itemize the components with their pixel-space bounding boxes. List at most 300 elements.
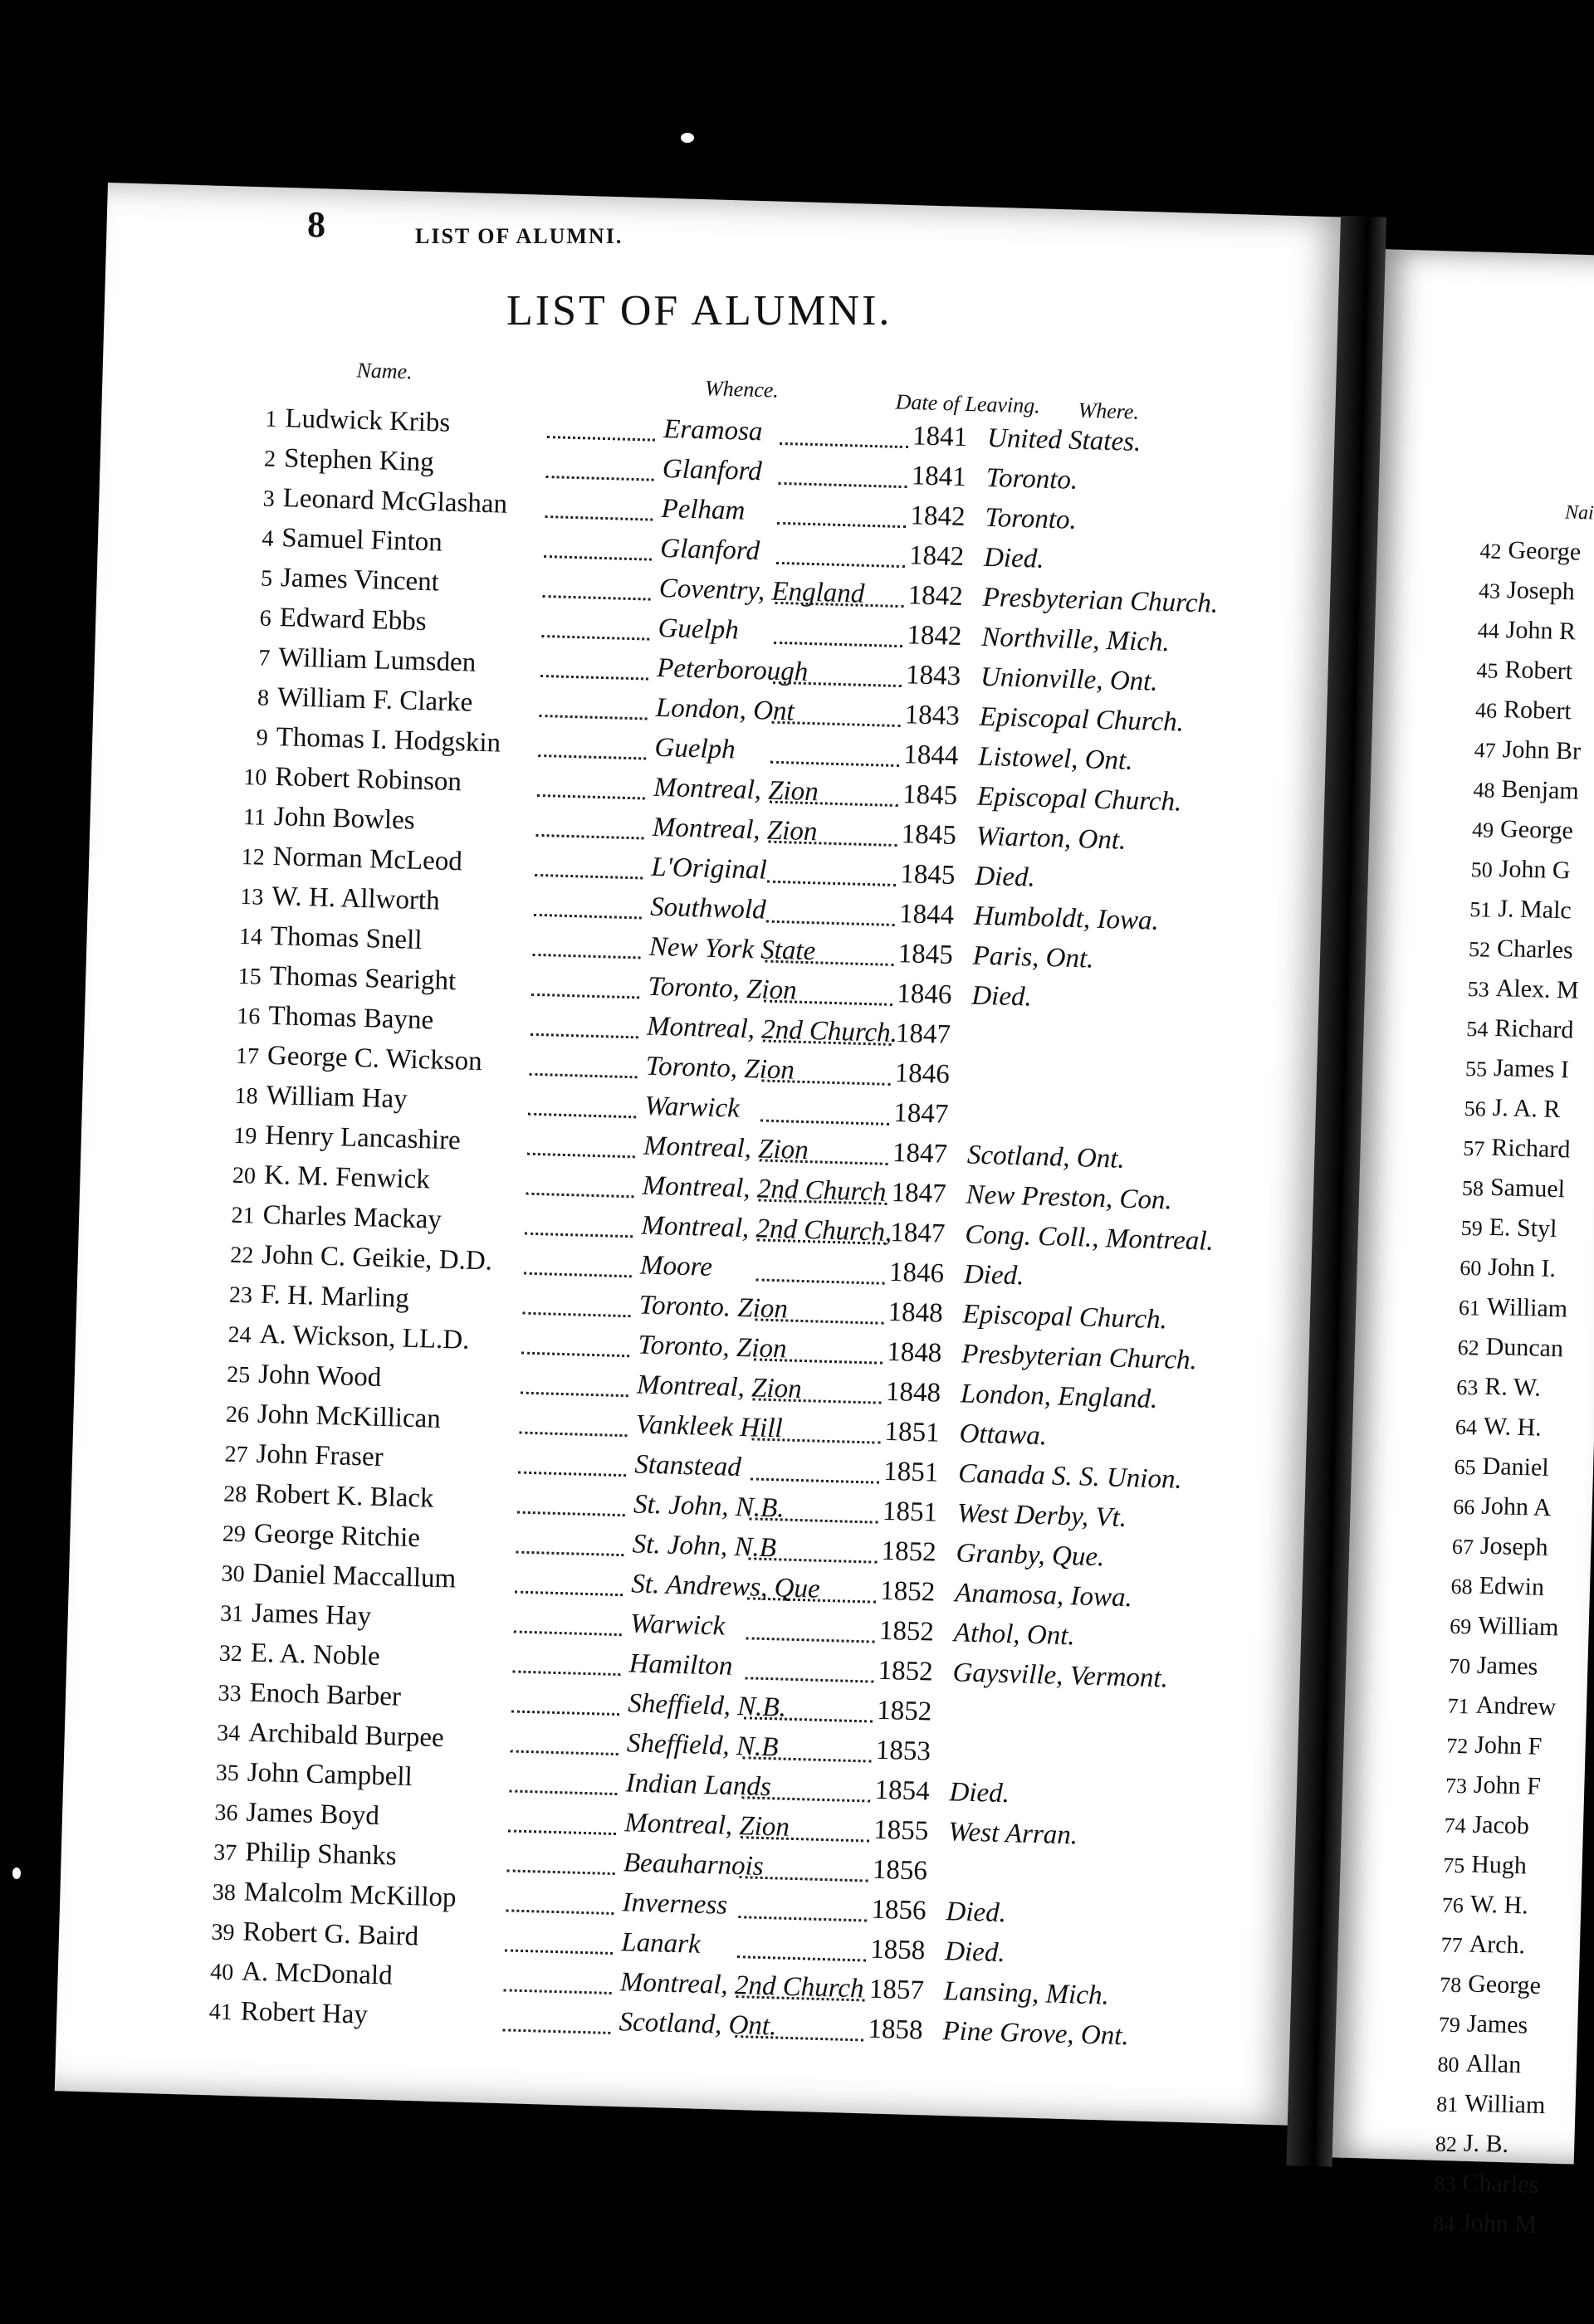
entry-number: 3 <box>262 486 276 512</box>
entry-number: 77 <box>1440 1932 1463 1958</box>
entry-number: 32 <box>218 1640 243 1667</box>
entry-name: John I. <box>1487 1252 1557 1283</box>
entry-name: James Hay <box>251 1598 372 1632</box>
entry-where: West Derby, Vt. <box>956 1498 1127 1534</box>
entry-name: John R <box>1505 616 1577 646</box>
list-item <box>1432 1969 1557 2012</box>
entry-where: New Preston, Con. <box>966 1179 1173 1216</box>
entry-name: Thomas Bayne <box>267 1000 434 1036</box>
entry-year: 1847 <box>895 1018 951 1050</box>
entry-number: 10 <box>242 764 267 791</box>
entry-name: Richard <box>1490 1133 1571 1164</box>
entry-where: Episcopal Church. <box>962 1299 1168 1335</box>
entry-where: Died. <box>944 1936 1006 1969</box>
entry-name: Samuel Finton <box>281 523 443 558</box>
entry-number: 23 <box>228 1282 253 1309</box>
entry-number: 5 <box>260 565 273 592</box>
entry-whence: Toronto, Zion <box>648 971 798 1006</box>
entry-year: 1853 <box>875 1735 931 1767</box>
entry-year: 1858 <box>869 1934 926 1966</box>
list-item <box>1445 1531 1570 1575</box>
entry-name: F. H. Marling <box>260 1279 410 1314</box>
dot-leader <box>537 794 645 800</box>
entry-where: Scotland, Ont. <box>966 1140 1126 1174</box>
entry-where: Cong. Coll., Montreal. <box>964 1219 1215 1257</box>
entry-name: J. B. <box>1463 2129 1509 2158</box>
entry-name: John Br <box>1502 735 1582 765</box>
entry-name: James <box>1466 2009 1528 2039</box>
entry-number: 50 <box>1470 857 1494 882</box>
dot-leader <box>543 595 651 601</box>
entry-name: Daniel Maccallum <box>252 1558 457 1594</box>
list-item <box>1466 774 1592 818</box>
dot-leader <box>502 2029 610 2034</box>
alumni-list <box>203 403 1286 2064</box>
list-item <box>1427 2168 1552 2211</box>
entry-whence: Stanstead <box>633 1449 742 1483</box>
entry-number: 33 <box>218 1680 242 1707</box>
dot-leader <box>540 715 648 720</box>
entry-name: R. W. <box>1484 1372 1542 1402</box>
entry-where: Unionville, Ont. <box>980 662 1159 697</box>
entry-year: 1856 <box>872 1854 928 1887</box>
header-name: Name. <box>356 358 413 384</box>
entry-number: 72 <box>1445 1733 1469 1759</box>
entry-whence: Montreal, Zion <box>643 1130 809 1166</box>
entry-name: Henry Lancashire <box>264 1120 462 1156</box>
dot-leader <box>514 1630 622 1636</box>
entry-whence: Scotland, Ont. <box>619 2007 777 2042</box>
entry-number: 64 <box>1455 1414 1478 1440</box>
list-item <box>1431 2009 1557 2052</box>
entry-where: Died. <box>963 1259 1024 1291</box>
entry-number: 27 <box>224 1441 249 1468</box>
entry-year: 1855 <box>873 1814 929 1847</box>
entry-name: A. McDonald <box>241 1956 394 1991</box>
entry-name: John Wood <box>257 1359 382 1393</box>
list-item <box>1453 1252 1578 1296</box>
entry-whence: Coventry, England <box>658 573 865 609</box>
list-item <box>1461 934 1587 977</box>
entry-number: 45 <box>1476 658 1499 683</box>
entry-number: 52 <box>1468 937 1491 962</box>
entry-number: 80 <box>1437 2052 1460 2077</box>
dot-leader <box>516 1551 623 1557</box>
dot-leader <box>777 522 906 528</box>
dot-leader <box>518 1472 626 1477</box>
entry-name: John Fraser <box>256 1438 384 1473</box>
entry-number: 25 <box>226 1361 251 1389</box>
right-header-name: Nai <box>1564 501 1594 525</box>
dot-leader <box>512 1670 620 1676</box>
dust-speck <box>12 1868 21 1879</box>
entry-name: Robert <box>1503 696 1572 725</box>
dot-leader <box>538 754 646 760</box>
entry-whence: Toronto, Zion <box>645 1051 795 1086</box>
entry-number: 79 <box>1438 2012 1461 2038</box>
entry-number: 76 <box>1441 1892 1464 1918</box>
dot-leader <box>767 881 896 886</box>
dot-leader <box>517 1511 625 1517</box>
list-item <box>1445 1492 1571 1535</box>
entry-name: William <box>1477 1611 1559 1642</box>
entry-number: 21 <box>231 1202 256 1229</box>
list-item <box>1429 2088 1554 2131</box>
entry-whence: Warwick <box>644 1091 741 1124</box>
entry-name: Andrew <box>1475 1691 1557 1721</box>
entry-year: 1842 <box>907 580 964 613</box>
entry-name: John F <box>1473 1770 1542 1800</box>
dot-leader <box>760 1120 889 1125</box>
entry-number: 38 <box>212 1879 237 1907</box>
entry-where: Paris, Ont. <box>972 940 1094 974</box>
entry-number: 74 <box>1444 1813 1466 1838</box>
list-item <box>1454 1213 1579 1256</box>
dot-leader <box>544 555 652 561</box>
entry-number: 31 <box>219 1600 244 1628</box>
entry-name: E. Styl <box>1489 1213 1557 1243</box>
entry-whence: Hamilton <box>628 1648 733 1682</box>
entry-name: Charles <box>1496 934 1574 964</box>
dot-leader <box>504 1989 612 1994</box>
entry-number: 61 <box>1458 1295 1481 1321</box>
entry-year: 1851 <box>884 1416 941 1448</box>
entry-where: Toronto. <box>985 462 1078 496</box>
list-item <box>1469 655 1594 698</box>
entry-year: 1848 <box>885 1376 941 1409</box>
entry-number: 66 <box>1452 1494 1475 1520</box>
entry-whence: Inverness <box>622 1887 728 1921</box>
entry-number: 15 <box>237 963 262 990</box>
list-item <box>1470 615 1594 658</box>
entry-where: United States. <box>986 422 1142 458</box>
entry-where: Presbyterian Church. <box>961 1339 1198 1376</box>
entry-name: J. A. R <box>1492 1093 1561 1124</box>
list-item <box>1464 854 1589 897</box>
entry-name: James I <box>1493 1053 1570 1084</box>
entry-number: 84 <box>1432 2211 1455 2237</box>
entry-number: 39 <box>211 1919 235 1946</box>
dot-leader <box>776 562 905 568</box>
entry-name: James <box>1476 1651 1538 1681</box>
entry-year: 1851 <box>883 1456 939 1488</box>
entry-year: 1846 <box>888 1257 945 1289</box>
entry-name: Allan <box>1465 2049 1522 2079</box>
dot-leader <box>540 675 648 681</box>
list-item <box>1441 1650 1567 1693</box>
entry-whence: Montreal, Zion <box>623 1808 790 1843</box>
dot-leader <box>519 1432 627 1438</box>
entry-name: William <box>1464 2089 1546 2120</box>
entry-year: 1842 <box>910 500 966 533</box>
dot-leader <box>515 1590 623 1596</box>
running-head: LIST OF ALUMNI. <box>415 224 623 248</box>
list-item <box>1457 1093 1582 1136</box>
entry-name: W. H. <box>1483 1412 1543 1442</box>
entry-name: George <box>1508 536 1582 566</box>
entry-year: 1852 <box>881 1536 937 1568</box>
entry-name: Norman McLeod <box>272 842 463 877</box>
dot-leader <box>521 1352 629 1358</box>
entry-year: 1842 <box>908 540 965 573</box>
entry-number: 4 <box>261 525 274 552</box>
list-item <box>1435 1849 1561 1892</box>
page-number: 8 <box>307 204 325 245</box>
entry-number: 62 <box>1457 1335 1480 1360</box>
entry-number: 48 <box>1473 778 1495 803</box>
entry-name: Jacob <box>1472 1810 1530 1840</box>
entry-where: Died. <box>974 861 1036 893</box>
entry-number: 14 <box>238 923 263 950</box>
list-item <box>1460 1013 1585 1057</box>
entry-number: 54 <box>1465 1016 1489 1042</box>
entry-year: 1851 <box>882 1496 938 1528</box>
entry-name: John G <box>1499 855 1572 885</box>
entry-year: 1846 <box>894 1058 951 1090</box>
entry-number: 69 <box>1449 1614 1472 1639</box>
entry-whence: Warwick <box>629 1609 726 1642</box>
entry-whence: Beauharnois <box>623 1848 765 1882</box>
entry-number: 13 <box>239 883 264 911</box>
entry-name: Leonard McGlashan <box>282 483 508 520</box>
entry-number: 30 <box>221 1560 246 1588</box>
dot-leader <box>527 1153 635 1159</box>
list-item <box>1440 1690 1566 1733</box>
entry-year: 1847 <box>889 1217 946 1249</box>
entry-whence: Montreal, 2nd Church. <box>646 1011 898 1049</box>
entry-whence: New York State <box>648 931 816 967</box>
entry-name: Robert G. Baird <box>242 1916 419 1952</box>
entry-year: 1841 <box>911 461 967 493</box>
entry-number: 34 <box>216 1720 241 1747</box>
dot-leader <box>770 761 899 767</box>
entry-name: John Bowles <box>273 802 416 836</box>
entry-name: K. M. Fenwick <box>263 1160 431 1195</box>
list-item <box>1450 1372 1575 1415</box>
entry-year: 1842 <box>906 620 962 652</box>
dot-leader <box>547 436 655 442</box>
dot-leader <box>511 1750 619 1755</box>
entry-number: 2 <box>263 446 276 472</box>
entry-where: Pine Grove, Ont. <box>942 2016 1130 2052</box>
entry-year: 1856 <box>871 1894 927 1926</box>
entry-whence: Toronto. Zion <box>638 1290 789 1325</box>
header-whence: Whence. <box>704 376 780 403</box>
entry-year: 1847 <box>892 1098 949 1130</box>
entry-name: E. A. Noble <box>250 1638 381 1672</box>
dot-leader <box>507 1869 615 1875</box>
dot-leader <box>534 914 642 920</box>
entry-number: 47 <box>1474 738 1497 763</box>
entry-name: Joseph <box>1506 576 1576 606</box>
list-item <box>1451 1292 1577 1335</box>
entry-year: 1845 <box>902 779 958 811</box>
list-item <box>1447 1452 1572 1495</box>
entry-year: 1852 <box>878 1655 934 1687</box>
entry-name: John A <box>1480 1492 1552 1522</box>
entry-number: 12 <box>241 843 266 871</box>
entry-where: Presbyterian Church. <box>982 582 1219 619</box>
entry-whence: Montreal, 2nd Church, <box>640 1210 892 1248</box>
dot-leader <box>546 476 654 481</box>
entry-whence: Montreal, 2nd Church <box>642 1170 887 1208</box>
entry-name: Archibald Burpee <box>247 1717 445 1754</box>
entry-whence: Vankleek Hill <box>635 1409 784 1444</box>
entry-name: George <box>1499 815 1574 845</box>
dot-leader <box>766 920 895 926</box>
entry-whence: Montreal, Zion <box>652 812 818 847</box>
dot-leader <box>524 1272 632 1278</box>
entry-where: London, England. <box>960 1379 1158 1415</box>
entry-whence: L'Original <box>651 852 768 886</box>
entry-number: 56 <box>1464 1096 1487 1121</box>
dot-leader <box>533 954 641 959</box>
dot-leader <box>751 1477 879 1483</box>
entry-name: Arch. <box>1469 1930 1526 1960</box>
entry-number: 68 <box>1450 1574 1474 1599</box>
list-item <box>1428 2128 1553 2171</box>
entry-number: 18 <box>234 1082 259 1110</box>
entry-number: 8 <box>257 685 270 711</box>
entry-whence: Montreal, 2nd Church <box>619 1967 865 2004</box>
entry-year: 1843 <box>904 700 961 732</box>
entry-whence: Glanford <box>662 453 763 487</box>
entry-number: 17 <box>235 1042 260 1070</box>
entry-whence: Sheffield, N.B <box>626 1728 779 1763</box>
entry-where: Listowel, Ont. <box>977 741 1133 776</box>
list-item <box>1434 1929 1559 1972</box>
entry-name: Benjam <box>1501 775 1580 805</box>
entry-number: 41 <box>208 1999 233 2026</box>
entry-name: George C. Wickson <box>266 1040 483 1077</box>
entry-whence: Glanford <box>659 533 760 567</box>
header-date: Date of Leaving. <box>895 389 1041 418</box>
entry-name: Edward Ebbs <box>279 603 428 637</box>
list-item <box>1473 535 1594 579</box>
entry-where: Died. <box>949 1777 1010 1809</box>
entry-whence: Sheffield, N.B. <box>627 1688 787 1723</box>
entry-year: 1845 <box>899 859 956 891</box>
entry-number: 26 <box>225 1401 250 1428</box>
list-item <box>1458 1053 1583 1096</box>
entry-whence: Eramosa <box>663 413 763 447</box>
entry-name: Robert <box>1504 656 1573 686</box>
entry-name: Robert Robinson <box>274 762 462 798</box>
entry-name: John M <box>1460 2209 1538 2239</box>
entry-year: 1847 <box>892 1138 948 1169</box>
entry-where: Humboldt, Iowa. <box>973 901 1160 936</box>
dot-leader <box>746 1637 875 1643</box>
list-item <box>1448 1412 1573 1455</box>
entry-where: Episcopal Church. <box>976 781 1182 818</box>
list-item <box>1430 2048 1556 2092</box>
entry-number: 67 <box>1451 1534 1474 1560</box>
list-item <box>1425 2208 1551 2251</box>
entry-name: Philip Shanks <box>244 1837 398 1872</box>
entry-year: 1845 <box>897 939 954 970</box>
entry-whence: St. John, N.B <box>632 1529 777 1564</box>
entry-name: Samuel <box>1489 1173 1566 1204</box>
dot-leader <box>506 1909 614 1915</box>
entry-number: 49 <box>1471 818 1494 842</box>
entry-number: 46 <box>1474 698 1498 723</box>
entry-where: Died. <box>946 1897 1007 1929</box>
entry-number: 51 <box>1469 897 1492 922</box>
list-item <box>1468 695 1593 738</box>
list-item <box>1444 1571 1569 1614</box>
entry-whence: Peterborough <box>656 652 809 687</box>
entry-name: James Boyd <box>246 1797 380 1832</box>
entry-name: Ludwick Kribs <box>284 403 451 438</box>
entry-number: 19 <box>232 1122 257 1150</box>
entry-where: Died. <box>983 542 1045 574</box>
entry-whence: Moore <box>639 1250 713 1282</box>
entry-where: Ottawa. <box>959 1418 1048 1452</box>
dot-leader <box>774 642 902 647</box>
entry-year: 1844 <box>902 740 959 772</box>
dust-speck <box>681 133 694 143</box>
entry-name: John F <box>1474 1731 1543 1760</box>
entry-name: Thomas Snell <box>270 920 423 956</box>
list-item <box>1456 1133 1582 1176</box>
entry-where: Granby, Que. <box>956 1538 1105 1573</box>
entry-whence: Guelph <box>658 613 740 646</box>
entry-name: George Ritchie <box>253 1518 421 1554</box>
entry-name: Robert Hay <box>240 1996 369 2030</box>
entry-name: John McKillican <box>257 1399 442 1434</box>
dot-leader <box>756 1278 885 1284</box>
entry-name: Thomas I. Hodgskin <box>276 722 501 759</box>
entry-whence: Southwold <box>649 891 767 925</box>
entry-whence: Toronto, Zion <box>637 1330 788 1365</box>
entry-number: 1 <box>265 406 277 432</box>
entry-number: 78 <box>1439 1972 1462 1998</box>
entry-number: 20 <box>232 1162 257 1189</box>
entry-name: J. Malc <box>1498 895 1572 925</box>
entry-number: 37 <box>213 1839 237 1867</box>
entry-where: West Arran. <box>947 1817 1078 1851</box>
entry-number: 44 <box>1477 618 1500 643</box>
dot-leader <box>541 635 649 641</box>
list-item <box>1442 1610 1567 1653</box>
entry-where: Northville, Mich. <box>980 622 1171 658</box>
entry-number: 73 <box>1445 1773 1468 1799</box>
entry-name: William Hay <box>266 1080 408 1115</box>
dot-leader <box>509 1789 617 1795</box>
entry-number: 60 <box>1459 1255 1482 1281</box>
entry-number: 42 <box>1479 539 1502 564</box>
entry-whence: Guelph <box>654 732 736 765</box>
entry-where: Athol, Ont. <box>953 1618 1076 1652</box>
entry-name: George <box>1467 1970 1542 1999</box>
entry-year: 1852 <box>878 1615 935 1648</box>
entry-number: 59 <box>1460 1215 1484 1241</box>
dot-leader <box>745 1677 873 1682</box>
entry-whence: Montreal, Zion <box>636 1370 803 1405</box>
entry-year: 1841 <box>912 421 968 453</box>
entry-whence: St. Andrews, Que <box>630 1569 821 1604</box>
list-item <box>1464 814 1590 857</box>
entry-year: 1852 <box>876 1695 932 1727</box>
entry-year: 1844 <box>898 899 955 930</box>
entry-year: 1843 <box>905 660 961 692</box>
dot-leader <box>525 1233 633 1238</box>
entry-number: 35 <box>215 1760 240 1787</box>
entry-name: Duncan <box>1485 1332 1564 1363</box>
entry-number: 82 <box>1435 2131 1458 2157</box>
entry-number: 75 <box>1442 1853 1465 1878</box>
entry-name: A. Wickson, LL.D. <box>259 1319 470 1355</box>
